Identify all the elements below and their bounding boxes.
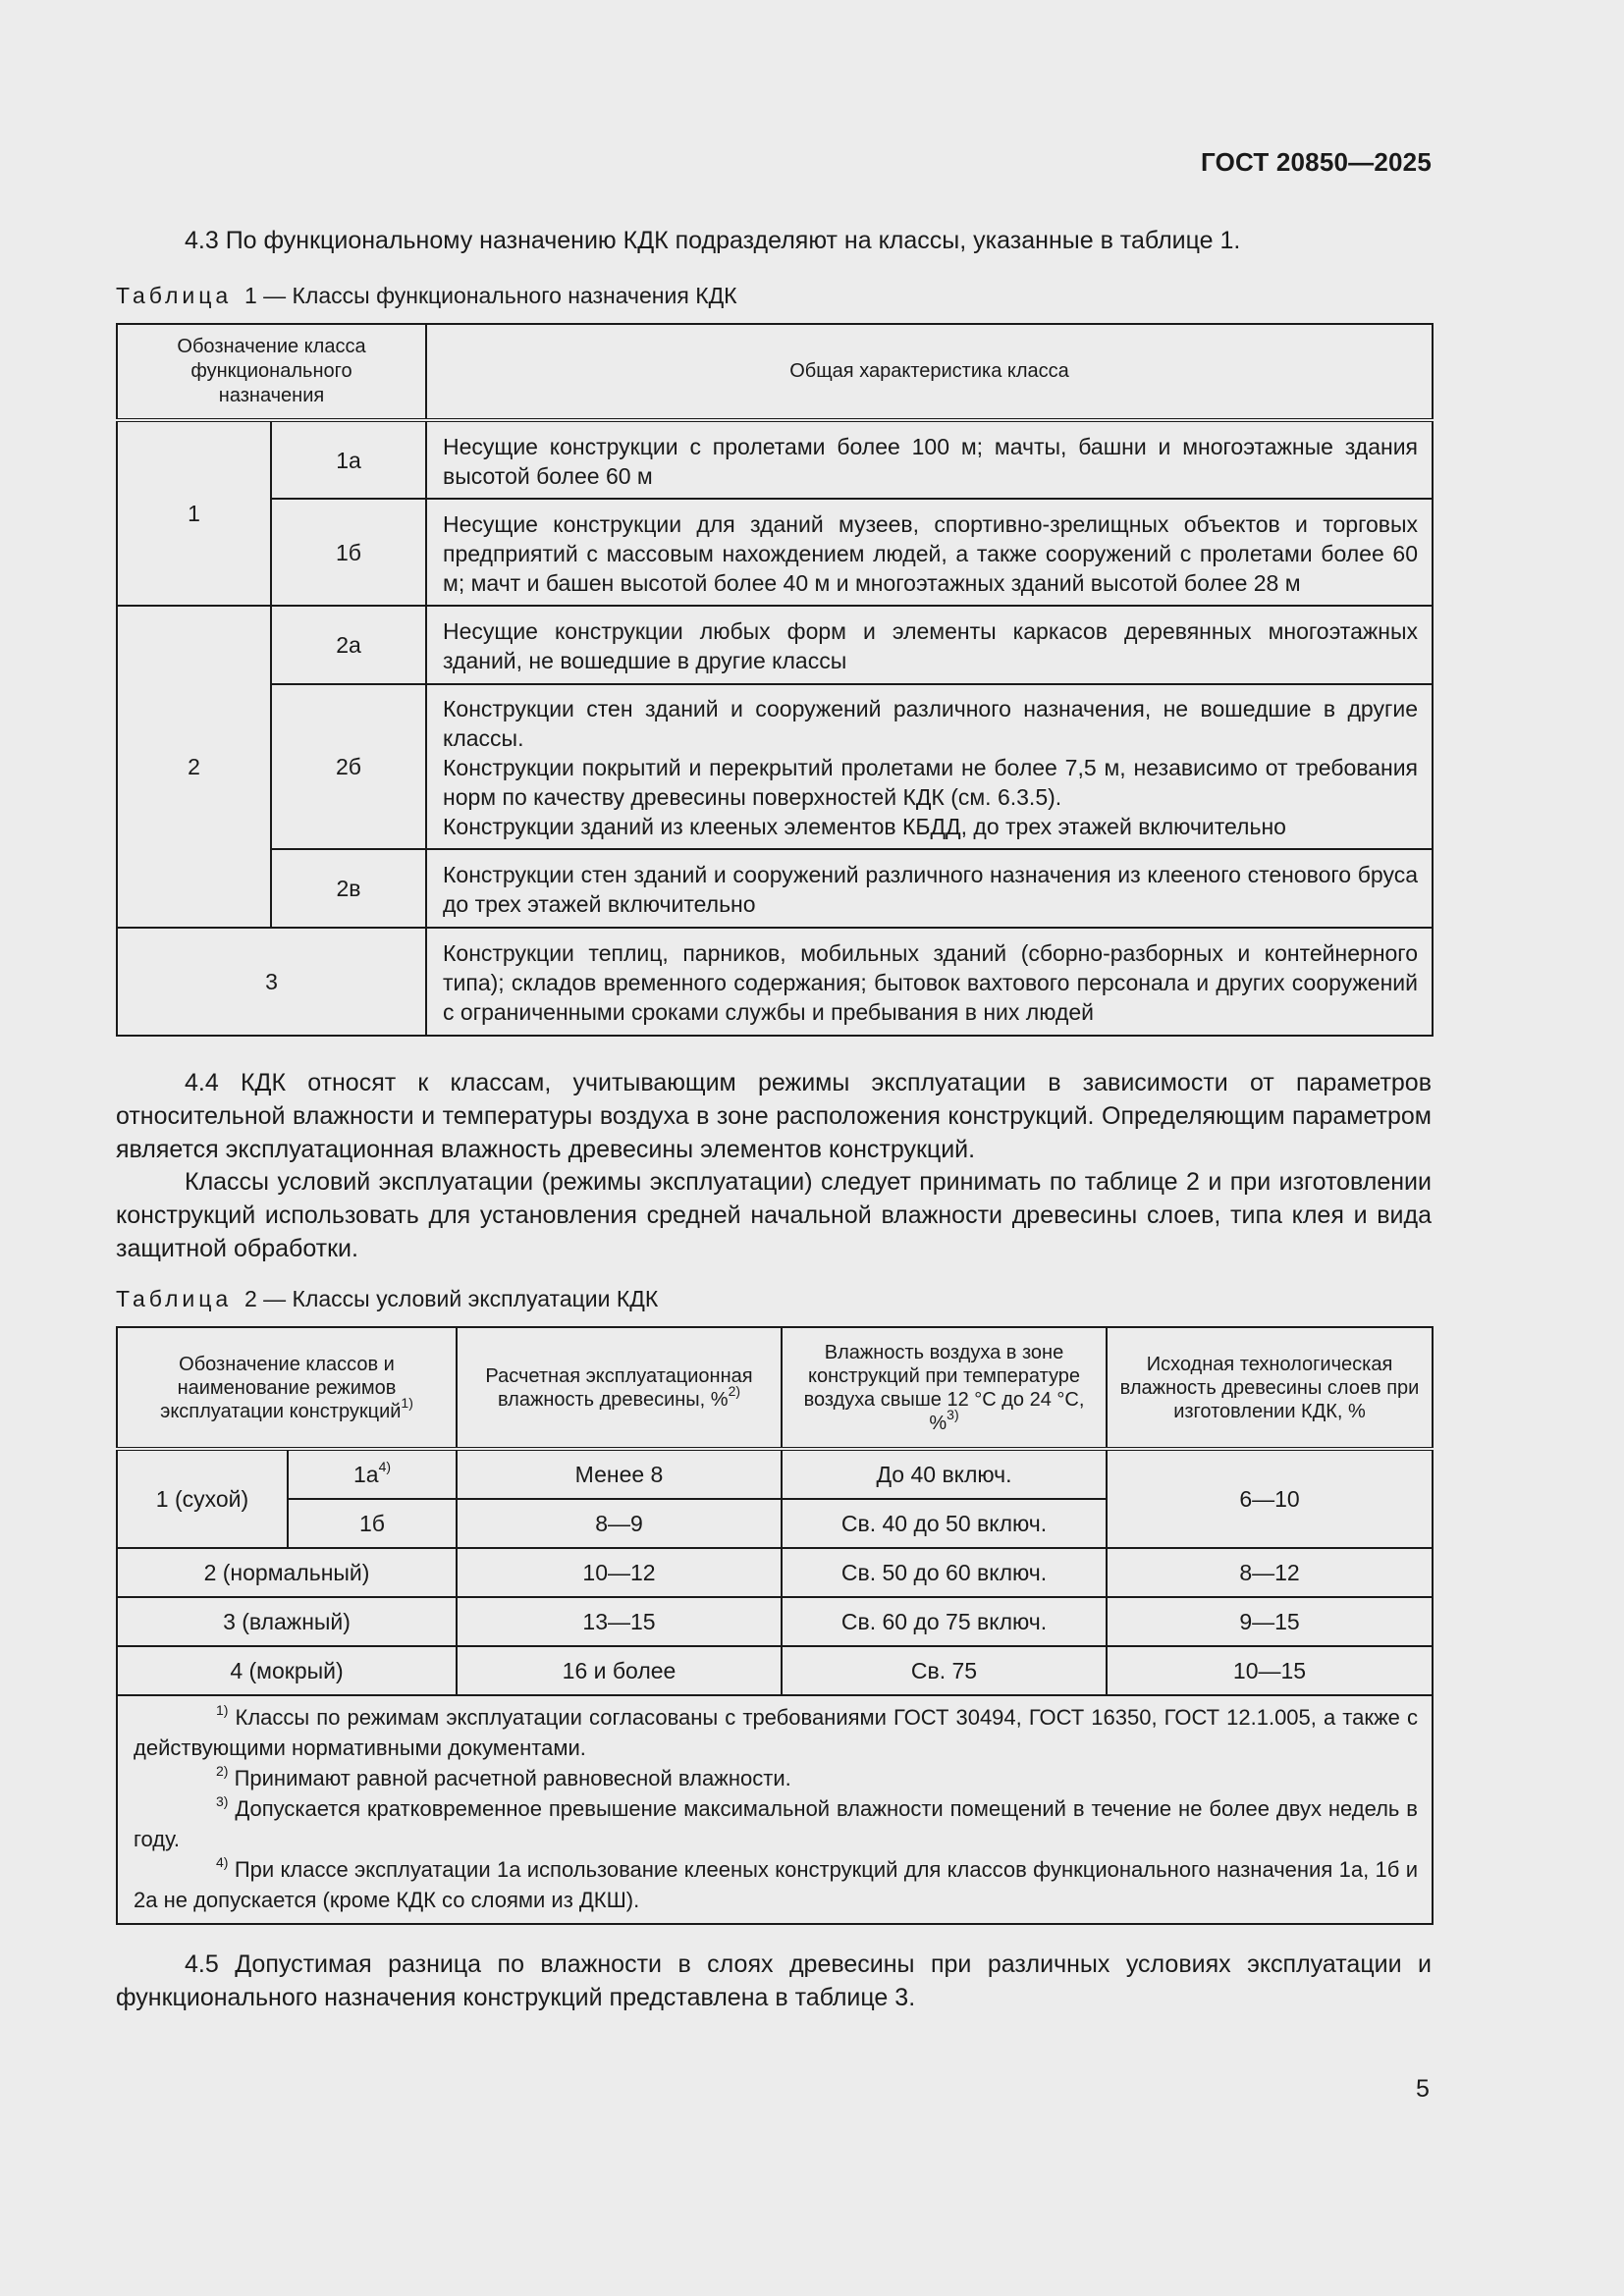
class-description: Конструкции теплиц, парников, мобильных зданий (сборно-разборных и контейнерного типа); складов временного содержания; бытовок вахтового персонала и других сооружений с ограниченными сроками службы и пребывания в них людей (426, 928, 1433, 1036)
table-row (117, 1646, 1433, 1695)
table-functional-classes (116, 323, 1434, 1037)
table-row (117, 1597, 1433, 1646)
calc-humidity: 13—15 (457, 1597, 782, 1646)
paragraph-4-3: 4.3 По функциональному назначению КДК подразделяют на классы, указанные в таблице 1. (185, 227, 1241, 254)
table2-head-air-humidity: Влажность воздуха в зоне конструкций при температуре воздуха свыше 12 °С до 24 °С, %$^{3)}$ (782, 1327, 1107, 1449)
air-humidity: Св. 60 до 75 включ. (782, 1597, 1107, 1646)
table-row (117, 684, 1433, 849)
table-row (117, 606, 1433, 684)
table1-head-class: Обозначение класса функционального назначения (117, 324, 426, 420)
document-code: ГОСТ 20850—2025 (1201, 147, 1432, 177)
mode-name: 3 (влажный) (117, 1597, 457, 1646)
class-group: 1 (117, 420, 271, 606)
paragraph-4-4-continued: Классы условий эксплуатации (режимы эксплуатации) следует принимать по таблице 2 и при изготовлении конструкций использовать для установления средней начальной влажности древесины слоев, типа клея и вида защитной обработки. (116, 1168, 1432, 1262)
calc-humidity: 16 и более (457, 1646, 782, 1695)
table2-footnotes (117, 1695, 1433, 1924)
table2-head-class: Обозначение классов и наименование режимов эксплуатации конструкций$^{1)}$ (117, 1327, 457, 1449)
mode-name: 2 (нормальный) (117, 1548, 457, 1597)
footnote: $^{2)}$ Принимают равной расчетной равновесной влажности. (216, 1762, 791, 1790)
table2-caption: Таблица 2 — Классы условий эксплуатации КДК (116, 1286, 659, 1311)
table2-head-calc-humidity: Расчетная эксплуатационная влажность древесины, %$^{2)}$ (457, 1327, 782, 1449)
calc-humidity: 8—9 (457, 1499, 782, 1548)
tech-humidity: 9—15 (1107, 1597, 1433, 1646)
calc-humidity: 10—12 (457, 1548, 782, 1597)
class-group: 3 (117, 928, 426, 1036)
table2-head-tech-humidity: Исходная технологическая влажность древесины слоев при изготовлении КДК, % (1107, 1327, 1433, 1449)
description-line: Конструкции зданий из клееных элементов КБДД, до трех этажей включительно (443, 814, 1286, 839)
paragraph-4-5: 4.5 Допустимая разница по влажности в слоях древесины при различных условиях эксплуатации и функционального назначения конструкций представлена в таблице 3. (116, 1950, 1432, 2011)
footnote: $^{1)}$ Классы по режимам эксплуатации согласованы с требованиями ГОСТ 30494, ГОСТ 16350, ГОСТ 12.1.005, а также с действующими нормативными документами. (134, 1701, 1418, 1760)
table2-header-row (117, 1327, 1433, 1449)
mode-name: 1 (сухой) (117, 1449, 288, 1548)
mode-name: 4 (мокрый) (117, 1646, 457, 1695)
class-description (426, 684, 1433, 849)
description-line: Конструкции стен зданий и сооружений различного назначения, не вошедшие в другие классы. (443, 696, 1418, 751)
table-row (117, 1449, 1433, 1499)
class-sub: 2а (271, 606, 426, 684)
table1-head-characteristic: Общая характеристика класса (426, 324, 1433, 420)
table-row (117, 1548, 1433, 1597)
table-row (117, 849, 1433, 928)
class-sub: 2б (271, 684, 426, 849)
table-row (117, 420, 1433, 499)
table1-header-row (117, 324, 1433, 420)
table-operating-conditions (116, 1326, 1434, 1925)
class-description: Конструкции стен зданий и сооружений различного назначения из клееного стенового бруса до трех этажей включительно (426, 849, 1433, 928)
table2-notes-row (117, 1695, 1433, 1924)
air-humidity: Св. 40 до 50 включ. (782, 1499, 1107, 1548)
class-description: Несущие конструкции для зданий музеев, спортивно-зрелищных объектов и торговых предприятий с массовым нахождением людей, а также сооружений с пролетами более 60 м; мачт и башен высотой более 40 м и многоэтажных зданий высотой более 28 м (426, 499, 1433, 606)
air-humidity: Св. 75 (782, 1646, 1107, 1695)
class-description: Несущие конструкции любых форм и элементы каркасов деревянных многоэтажных зданий, не вошедшие в другие классы (426, 606, 1433, 684)
footnote: $^{3)}$ Допускается кратковременное превышение максимальной влажности помещений в течение не более двух недель в году. (134, 1792, 1418, 1851)
air-humidity: До 40 включ. (782, 1449, 1107, 1499)
calc-humidity: Менее 8 (457, 1449, 782, 1499)
class-sub: 1а (271, 420, 426, 499)
tech-humidity: 8—12 (1107, 1548, 1433, 1597)
table-row (117, 928, 1433, 1036)
tech-humidity: 10—15 (1107, 1646, 1433, 1695)
mode-sub: 1б (288, 1499, 457, 1548)
class-group: 2 (117, 606, 271, 928)
air-humidity: Св. 50 до 60 включ. (782, 1548, 1107, 1597)
table-row (117, 499, 1433, 606)
table1-caption: Таблица 1 — Классы функционального назначения КДК (116, 283, 737, 308)
class-sub: 2в (271, 849, 426, 928)
paragraph-4-4: 4.4 КДК относят к классам, учитывающим режимы эксплуатации в зависимости от параметров относительной влажности и температуры воздуха в зоне расположения конструкций. Определяющим параметром является эксплуатационная влажность древесины элементов конструкций. (116, 1069, 1432, 1163)
description-line: Конструкции покрытий и перекрытий пролетами не более 7,5 м, независимо от требования норм по качеству древесины поверхностей КДК (см. 6.3.5). (443, 755, 1418, 810)
footnote: $^{4)}$ При классе эксплуатации 1а использование клееных конструкций для классов функционального назначения 1а, 1б и 2а не допускается (кроме КДК со слоями из ДКШ). (134, 1853, 1418, 1912)
class-sub: 1б (271, 499, 426, 606)
mode-sub: $1а^{4)}$ (288, 1449, 457, 1499)
page-number: 5 (1416, 2075, 1430, 2103)
class-description: Несущие конструкции с пролетами более 100 м; мачты, башни и многоэтажные здания высотой более 60 м (426, 420, 1433, 499)
tech-humidity: 6—10 (1107, 1449, 1433, 1548)
